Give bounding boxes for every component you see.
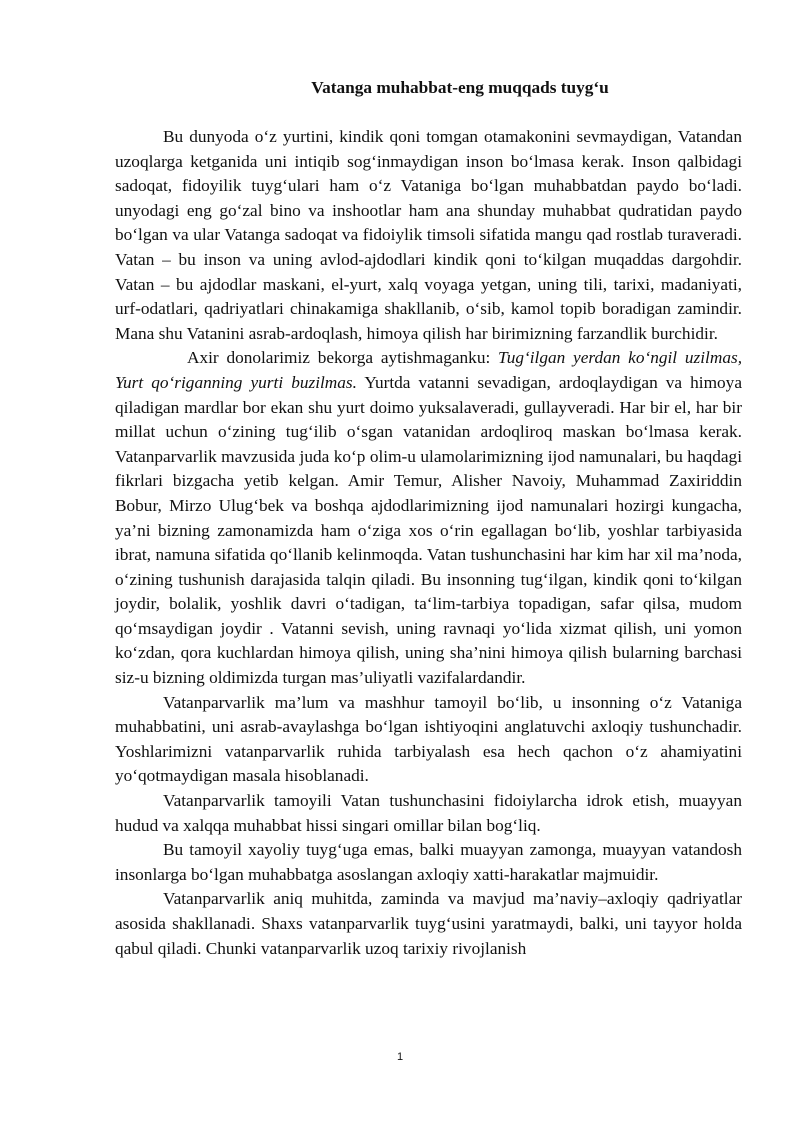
document-body (115, 125, 742, 961)
proverb-quote: Tug‘ilgan yerdan ko‘ngil uzilmas, Yurt qo‘riganning yurti buzilmas. (115, 348, 743, 392)
paragraph-proverb-lead: Axir donolarimiz bekorga aytishmaganku: (187, 348, 499, 368)
paragraph-formation: Vatanparvarlik aniq muhitda, zaminda va mavjud ma’naviy–axloqiy qadriyatlar asosida shakllanadi. Shaxs vatanparvarlik tuyg‘usini yaratmaydi, balki, uni tayyor holda qabul qiladi. Chunki vatanparvarlik uzoq tarixiy rivojlanish (115, 889, 742, 958)
paragraph-love: Bu tamoyil xayoliy tuyg‘uga emas, balki muayyan zamonga, muayyan vatandosh insonlarga bo‘lgan muhabbatga asoslangan axloqiy xatti-harakatlar majmuidir. (115, 840, 742, 884)
paragraph-intro: Bu dunyoda o‘z yurtini, kindik qoni tomgan otamakonini sevmaydigan, Vatandan uzoqlarga ketganida uni intiqib sog‘inmaydigan inson bo‘lmasa kerak. Inson qalbidagi sadoqat, fidoyilik tuyg‘ulari ham o‘z Vataniga bo‘lgan muhabbatdan paydo bo‘ladi. unyodagi eng go‘zal bino va inshootlar ham ana shunday muhabbat qudratidan paydo bo‘lgan va ular Vatanga sadoqat va fidoiylik timsoli sifatida mangu qad rostlab turaveradi. Vatan – bu inson va uning avlod-ajdodlari kindik qoni to‘kilgan muqaddas dargohdir. Vatan – bu ajdodlar maskani, el-yurt, xalq voyaga yetgan, uning tili, tarixi, madaniyati, urf-odatlari, qadriyatlari chinakamiga shakllanib, o‘sib, kamol topib boradigan zamindir. Mana shu Vatanini asrab-ardoqlash, himoya qilish har birimizning farzandlik burchidir. (115, 127, 742, 343)
paragraph-proverb-rest: Yurtda vatanni sevadigan, ardoqlaydigan va himoya qiladigan mardlar bor ekan shu yurt doimo yuksalaveradi, gullayveradi. Har bir el, har bir millat uchun o‘zining tug‘ilib o‘sgan vatanidan ardoqliroq maskan bo‘lmasa kerak. Vatanparvarlik mavzusida juda ko‘p olim-u ulamolarimizning ijod namunalari, bu haqdagi fikrlari bizgacha yetib kelgan. Amir Temur, Alisher Navoiy, Muhammad Zaxiriddin Bobur, Mirzo Ulug‘bek va boshqa ajdodlarimizning ijod namunalari hozirgi kungacha, ya’ni bizning zamonamizda ham o‘ziga xos o‘rin egallagan bo‘lib, yoshlar tarbiyasida ibrat, namuna sifatida qo‘llanib kelinmoqda. Vatan tushunchasini har kim har xil ma’noda, o‘zining tushunish darajasida talqin qiladi. Bu insonning tug‘ilgan, kindik qoni to‘kilgan joydir, bolalik, yoshlik davri o‘tadigan, ta‘lim-tarbiya topadigan, safar qilsa, mudom qo‘msaydigan joydir . Vatanni sevish, uning ravnaqi yo‘lida xizmat qilish, uni yomon ko‘zdan, qora kuchlardan himoya qilish, uning sha’nini himoya qilish bularning barchasi siz-u bizning oldimizda turgan mas’uliyatli vazifalardandir. (115, 372, 742, 688)
document-title: Vatanga muhabbat-eng muqqads tuyg‘u (311, 78, 609, 97)
page-number: 1 (396, 1051, 404, 1063)
paragraph-definition: Vatanparvarlik ma’lum va mashhur tamoyil bo‘lib, u insonning o‘z Vataniga muhabbatini, uni asrab-avaylashga bo‘lgan ishtiyoqini anglatuvchi axloqiy tushunchadir. Yoshlarimizni vatanparvarlik ruhida tarbiyalash esa hech qachon o‘z ahamiyatini yo‘qotmaydigan masala hisoblanadi. (115, 692, 742, 786)
paragraph-principle: Vatanparvarlik tamoyili Vatan tushunchasini fidoiylarcha idrok etish, muayyan hudud va xalqqa muhabbat hissi singari omillar bilan bog‘liq. (115, 791, 742, 835)
paragraph-proverb (115, 346, 742, 690)
